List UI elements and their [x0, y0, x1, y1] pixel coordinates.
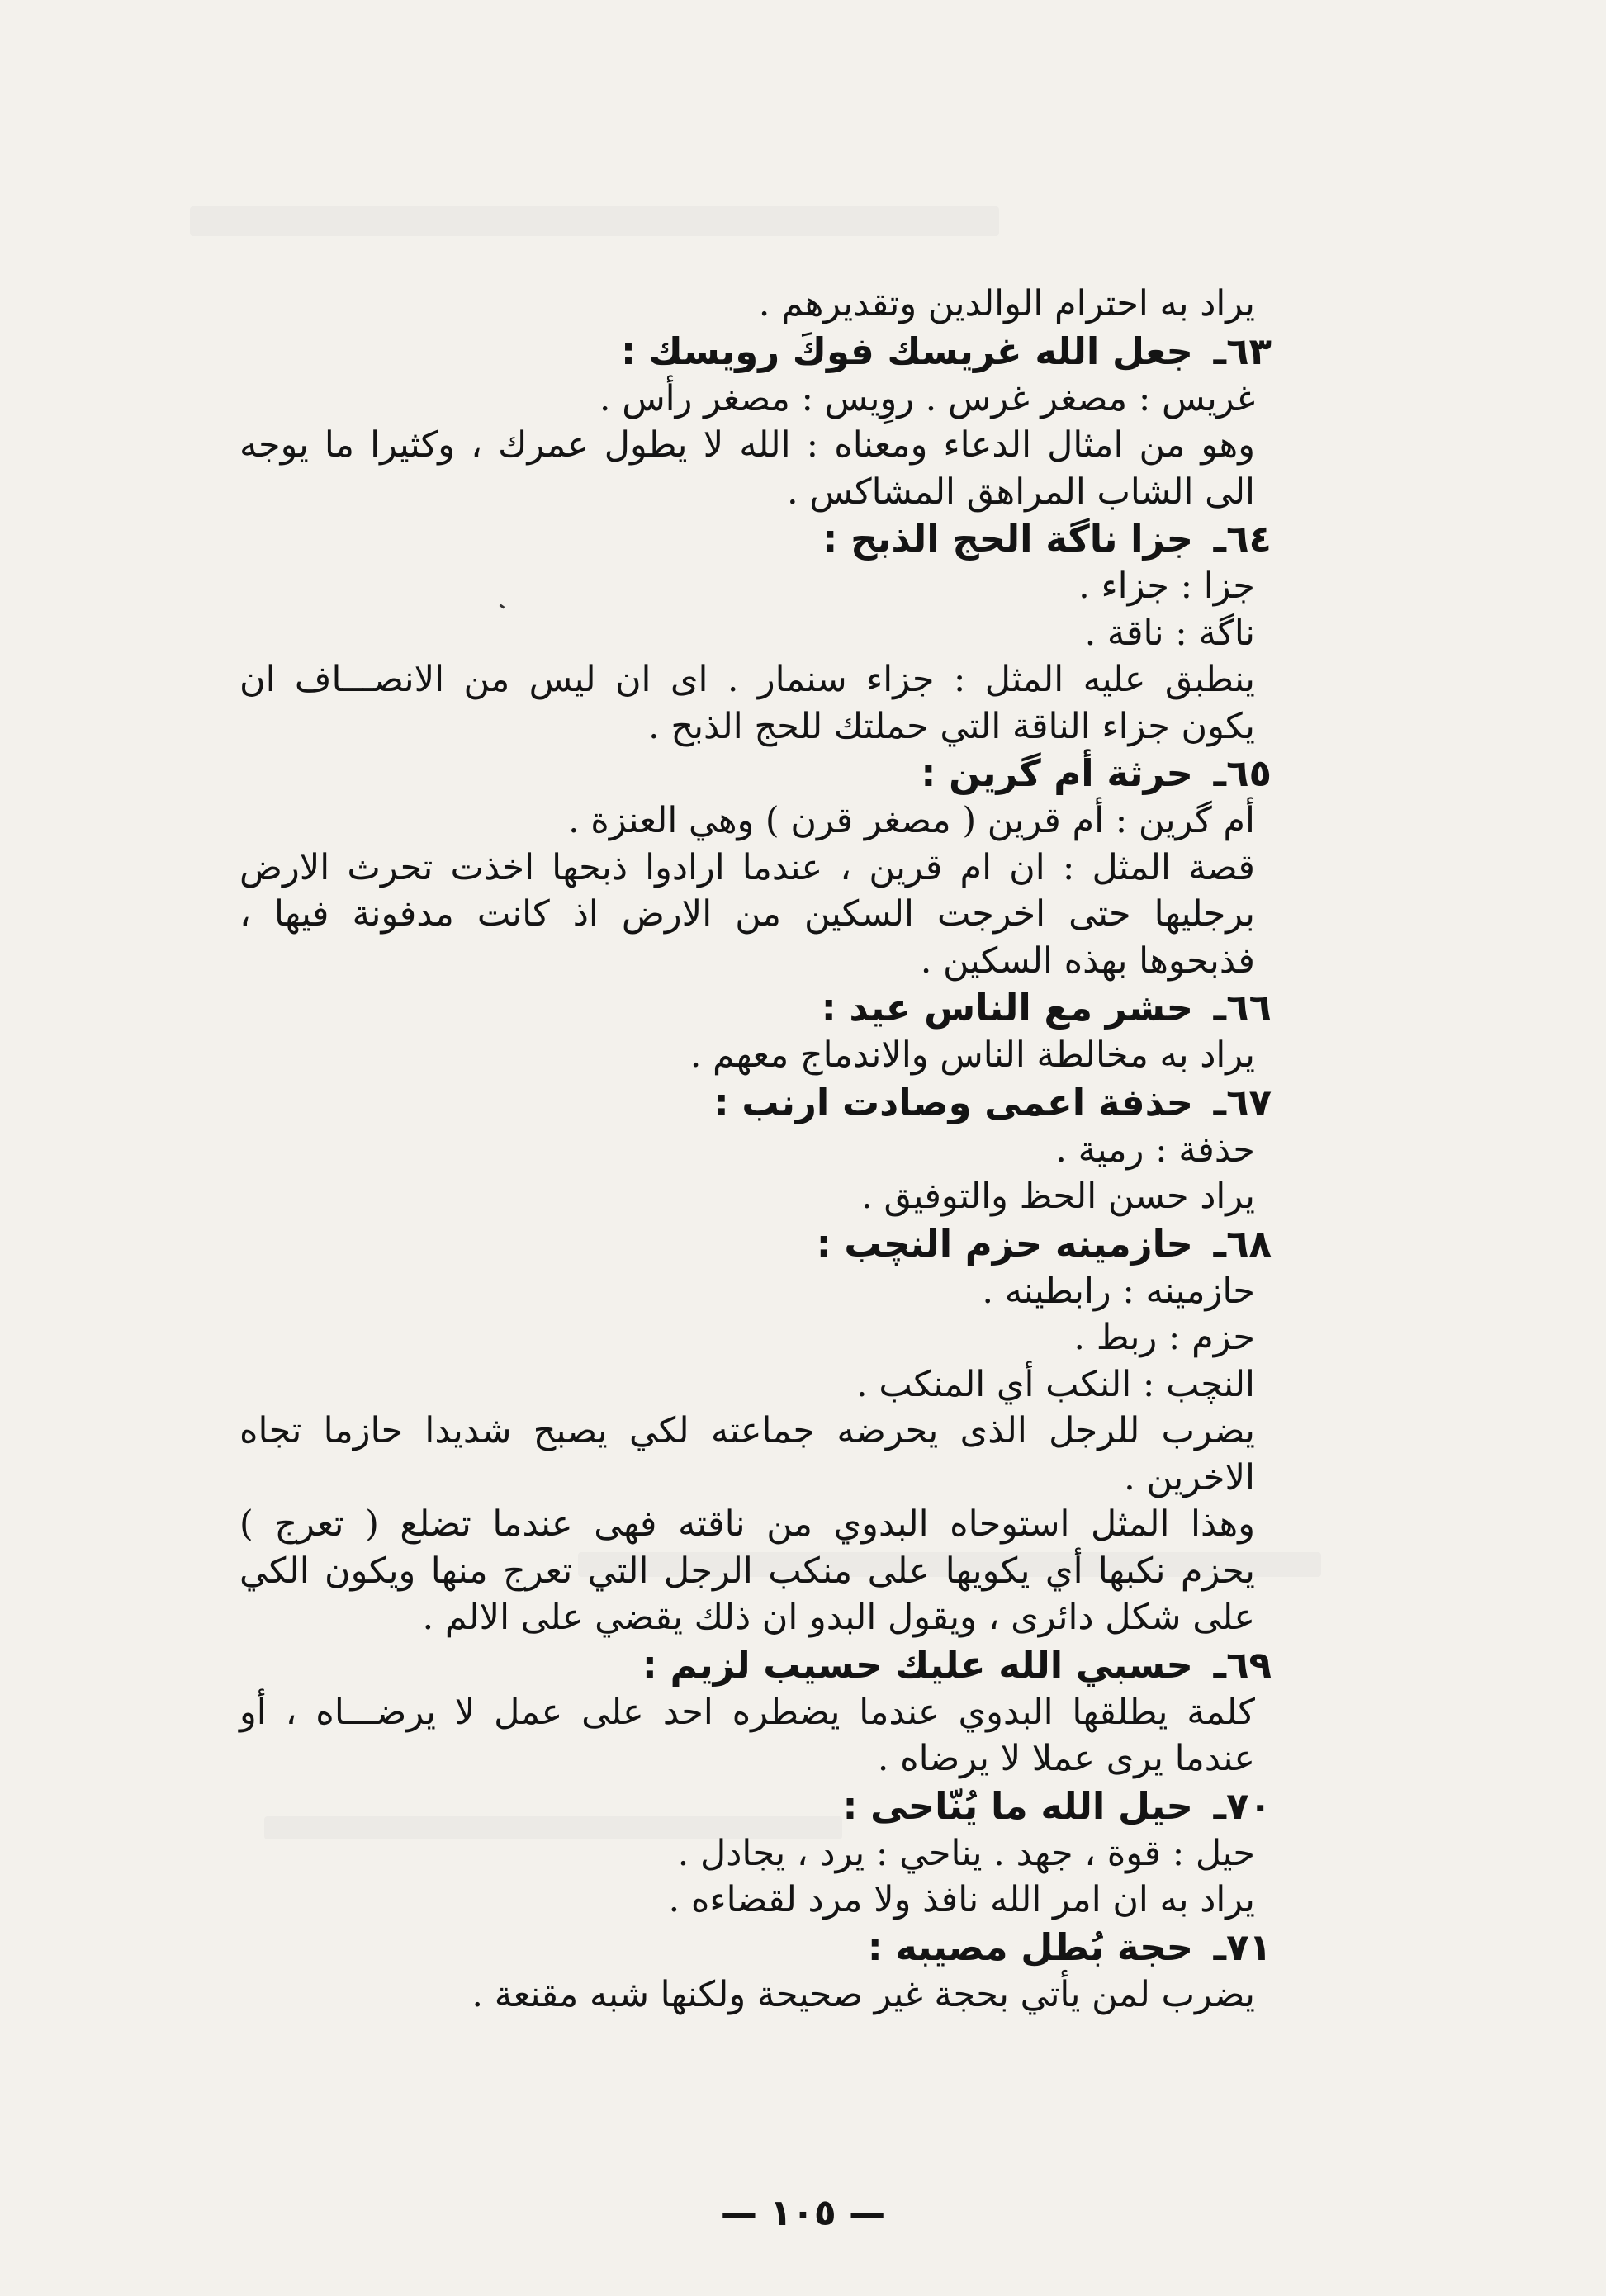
proverb-title: حجة بُطل مصيبه : [867, 1924, 1193, 1969]
proverb-heading [239, 1924, 1272, 1972]
text-line: النچب : النكب أي المنكب . [856, 1363, 1255, 1405]
text-line: حذفة : رمية . [1055, 1129, 1255, 1171]
text-line: يكون جزاء الناقة التي حملتك للحج الذبح . [647, 705, 1255, 747]
proverb-title: حذفة اعمى وصادت ارنب : [713, 1080, 1193, 1124]
text-line: حازمينه : رابطينه . [982, 1270, 1255, 1312]
entry-number: ٧٠ـ [1213, 1783, 1272, 1828]
proverb-title: حسبي الله عليك حسيب لزيم : [642, 1642, 1193, 1687]
text-line: جزا : جزاء . [1078, 566, 1255, 607]
text-line: الاخرين . [1124, 1456, 1255, 1498]
proverb-title: جعل الله غريسك فوكَ رويسك : [620, 329, 1193, 373]
text-line: برجليها حتى اخرجت السكين من الارض اذ كانت مدفونة فيها ، [239, 893, 1255, 935]
entry-number: ٦٩ـ [1213, 1642, 1272, 1687]
text-line: يراد به احترام الوالدين وتقديرهم . [758, 283, 1255, 324]
proverb-title: حشر مع الناس عيد : [821, 986, 1193, 1030]
proverb-title: حازمينه حزم النچب : [816, 1221, 1193, 1266]
proverb-heading [239, 984, 1272, 1032]
text-line: كلمة يطلقها البدوي عندما يضطره احد على عمل لا يرضـــاه ، أو [239, 1691, 1255, 1733]
text-line: حيل : قوة ، جهد . يناحي : يرد ، يجادل . [677, 1832, 1255, 1874]
text-line: يضرب لمن يأتي بحجة غير صحيحة ولكنها شبه مقنعة . [471, 1973, 1255, 2015]
proverb-heading [239, 750, 1272, 798]
text-line: غريس : مصغر غرس . روِيس : مصغر رأس . [599, 377, 1255, 419]
text-line: الى الشاب المراهق المشاكس . [787, 471, 1255, 513]
text-line: وهذا المثل استوحاه البدوي من ناقته فهى عندما تضلع ( تعرج ) [239, 1503, 1255, 1545]
text-line: يراد به ان امر الله نافذ ولا مرد لقضاءه . [668, 1879, 1255, 1920]
text-line: عندما يرى عملا لا يرضاه . [877, 1738, 1255, 1779]
proverb-heading [239, 1220, 1272, 1268]
entry-number: ٦٦ـ [1213, 986, 1272, 1030]
entry-number: ٦٥ـ [1213, 751, 1272, 795]
text-line: قصة المثل : ان ام قرين ، عندما ارادوا ذبحها اخذت تحرث الارض [239, 846, 1255, 888]
text-line: يضرب للرجل الذى يحرضه جماعته لكي يصبح شديدا حازما تجاه [239, 1410, 1255, 1451]
text-line: أم گرين : أم قرين ( مصغر قرن ) وهي العنزة . [567, 800, 1255, 841]
document-page [239, 281, 1272, 2018]
page-number: — ١٠٥ — [720, 2192, 886, 2234]
entry-number: ٦٣ـ [1213, 329, 1272, 373]
entry-number: ٧١ـ [1213, 1924, 1272, 1969]
proverb-title: حيل الله ما يُنّاحى : [842, 1783, 1193, 1828]
proverb-heading [239, 1079, 1272, 1127]
text-line: يراد حسن الحظ والتوفيق . [861, 1176, 1255, 1217]
entry-number: ٦٤ـ [1213, 517, 1272, 561]
entry-number: ٦٧ـ [1213, 1080, 1272, 1124]
proverb-heading [239, 1782, 1272, 1830]
text-line: يراد به مخالطة الناس والاندماج معهم . [689, 1034, 1255, 1076]
text-line: يحزم نكبها أي يكويها على منكب الرجل التي تعرج منها ويكون الكي [239, 1550, 1255, 1592]
text-line: فذبحوها بهذه السكين . [920, 940, 1255, 982]
proverb-title: حرثة أم گرين : [921, 751, 1193, 795]
entry-number: ٦٨ـ [1213, 1221, 1272, 1266]
text-line: على شكل دائرى ، ويقول البدو ان ذلك يقضي على الالم . [422, 1597, 1255, 1638]
proverb-heading [239, 515, 1272, 563]
text-line: ناگة : ناقة . [1084, 612, 1255, 654]
proverb-heading [239, 1641, 1272, 1689]
proverb-heading [239, 328, 1272, 376]
text-line: حزم : ربط . [1073, 1317, 1255, 1358]
proverb-title: جزا ناگة الحج الذبح : [822, 517, 1193, 561]
text-line: ينطبق عليه المثل : جزاء سنمار . اى ان ليس من الانصـــاف ان [239, 659, 1255, 700]
text-line: وهو من امثال الدعاء ومعناه : الله لا يطول عمرك ، وكثيرا ما يوجه [239, 424, 1255, 466]
